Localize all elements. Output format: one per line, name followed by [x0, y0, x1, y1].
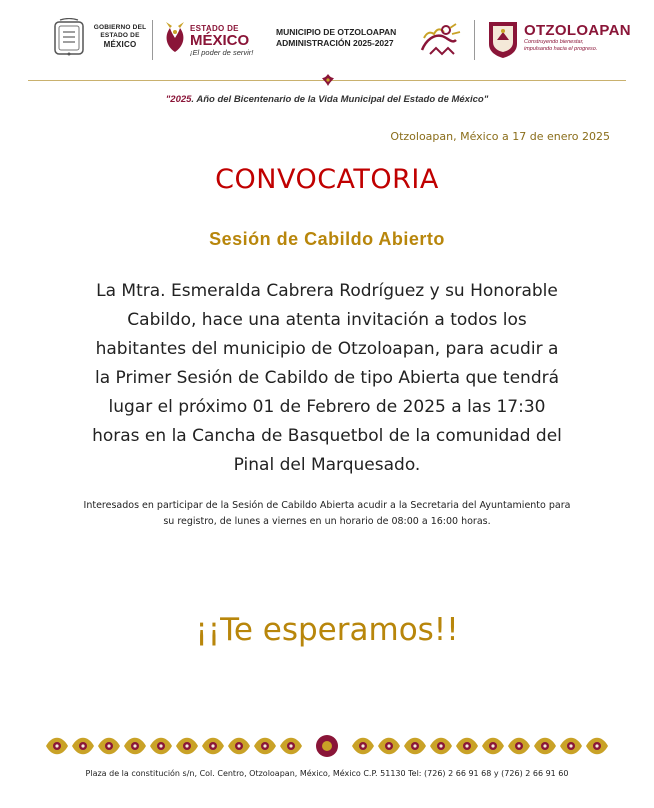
year-motto	[0, 94, 654, 105]
closing-message: ¡¡Te esperamos!!	[195, 612, 459, 648]
footer-ornament-band-icon	[46, 733, 608, 759]
year-motto-highlight: "2025	[165, 94, 192, 105]
header-divider	[152, 20, 153, 60]
estado-de-mexico-wordmark: ESTADO DE MÉXICO ¡El poder de servir!	[190, 24, 254, 57]
document-date: Otzoloapan, México a 17 de enero 2025	[390, 130, 610, 143]
otzoloapan-wordmark: OTZOLOAPAN Construyendo bienestar, impulsando hacia el progreso.	[524, 22, 631, 52]
municipio-administracion-text: MUNICIPIO DE OTZOLOAPAN ADMINISTRACIÓN 2025-2027	[276, 27, 397, 48]
estado-de-mexico-bird-logo-icon	[160, 18, 190, 56]
flower-ornament-icon	[320, 72, 336, 88]
invitation-paragraph: La Mtra. Esmeralda Cabrera Rodríguez y su Honorable Cabildo, hace una atenta invitación a todos los habitantes del municipio de Otzoloapan, para acudir a la Primer Sesión de Cabildo de tipo Abierta que tendrá lugar el próximo 01 de Febrero de 2025 a las 17:30 horas en la Cancha de Basquetbol de la comunidad del Pinal del Marquesado.	[92, 281, 562, 475]
otzoloapan-shield-icon	[486, 18, 520, 60]
letterhead	[0, 0, 654, 80]
header-divider	[474, 20, 475, 60]
document-title: CONVOCATORIA	[215, 164, 439, 195]
gobierno-edomex-text: GOBIERNO DEL ESTADO DE MÉXICO	[93, 24, 147, 49]
registration-info: Interesados en participar de la Sesión de Cabildo Abierta acudir a la Secretaria del Ayuntamiento para su registro, de lunes a viernes en un horario de 08:00 a 16:00 horas.	[83, 500, 571, 527]
document-subtitle: Sesión de Cabildo Abierto	[209, 229, 445, 249]
estado-de-mexico-seal-icon	[52, 18, 86, 58]
footer-address: Plaza de la constitución s/n, Col. Centro, Otzoloapan, México, México C.P. 51130 Tel: (726) 2 66 91 68 y (726) 2 66 91 60	[85, 769, 569, 778]
otzoloapan-glyph-icon	[416, 20, 464, 62]
year-motto-text: . Año del Bicentenario de la Vida Municipal del Estado de México"	[191, 94, 489, 105]
